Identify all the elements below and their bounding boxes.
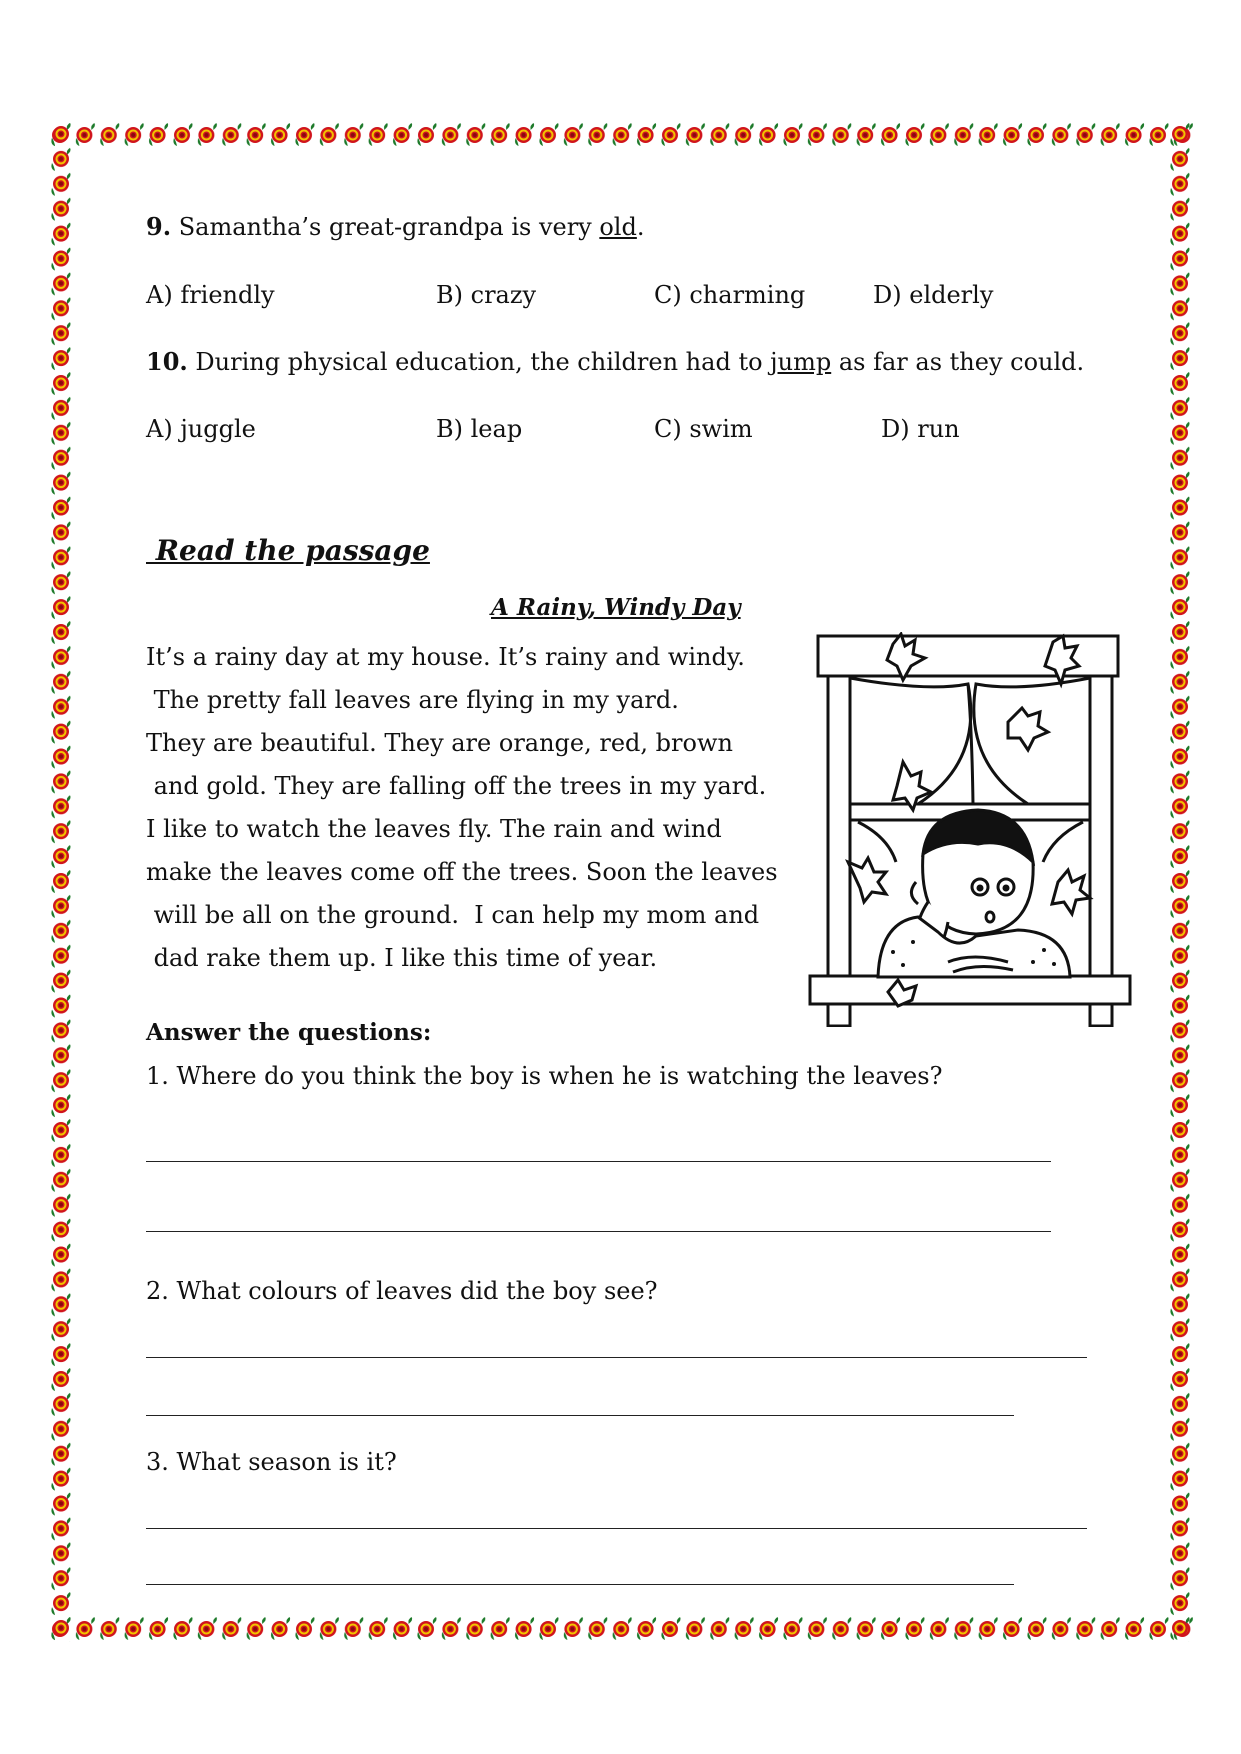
option-d: D) elderly <box>873 281 994 309</box>
question-number: 10. <box>146 347 188 376</box>
option-a: A) juggle <box>146 415 256 443</box>
answer-line[interactable] <box>146 1528 1087 1529</box>
passage-line: and gold. They are falling off the trees in my yard. <box>146 772 767 800</box>
passage-text <box>146 636 786 980</box>
question-9 <box>146 212 645 242</box>
question-text: During physical education, the children had to <box>187 348 771 376</box>
passage-title: A Rainy, Windy Day <box>491 594 741 621</box>
section-heading: Read the passage <box>146 534 430 567</box>
boy-at-window-illustration <box>808 632 1133 1027</box>
option-c: C) swim <box>654 415 753 443</box>
answer-line[interactable] <box>146 1415 1014 1416</box>
answer-line[interactable] <box>146 1161 1051 1162</box>
answer-section-heading: Answer the questions: <box>146 1019 432 1046</box>
comprehension-question-3: 3. What season is it? <box>146 1448 397 1476</box>
option-b: B) leap <box>436 415 523 443</box>
answer-line[interactable] <box>146 1357 1087 1358</box>
passage-line: will be all on the ground. I can help my mom and <box>146 901 760 929</box>
option-b: B) crazy <box>436 281 537 309</box>
comprehension-question-2: 2. What colours of leaves did the boy see? <box>146 1277 658 1305</box>
question-10 <box>146 347 1084 377</box>
passage-line: The pretty fall leaves are flying in my yard. <box>146 686 679 714</box>
passage-line: I like to watch the leaves fly. The rain and wind <box>146 815 722 843</box>
passage-line: make the leaves come off the trees. Soon the leaves <box>146 858 778 886</box>
comprehension-question-1: 1. Where do you think the boy is when he is watching the leaves? <box>146 1062 943 1090</box>
option-c: C) charming <box>654 281 806 309</box>
question-number: 9. <box>146 212 172 241</box>
passage-line: It’s a rainy day at my house. It’s rainy and windy. <box>146 643 745 671</box>
option-d: D) run <box>881 415 960 443</box>
underlined-word: jump <box>770 348 832 376</box>
answer-line[interactable] <box>146 1231 1051 1232</box>
underlined-word: old <box>599 213 637 241</box>
option-a: A) friendly <box>146 281 275 309</box>
question-text: Samantha’s great-grandpa is very <box>171 213 600 241</box>
answer-line[interactable] <box>146 1584 1014 1585</box>
question-text-end: as far as they could. <box>831 348 1085 376</box>
question-text-end: . <box>636 213 645 241</box>
passage-line: dad rake them up. I like this time of year. <box>146 944 658 972</box>
passage-line: They are beautiful. They are orange, red, brown <box>146 729 733 757</box>
